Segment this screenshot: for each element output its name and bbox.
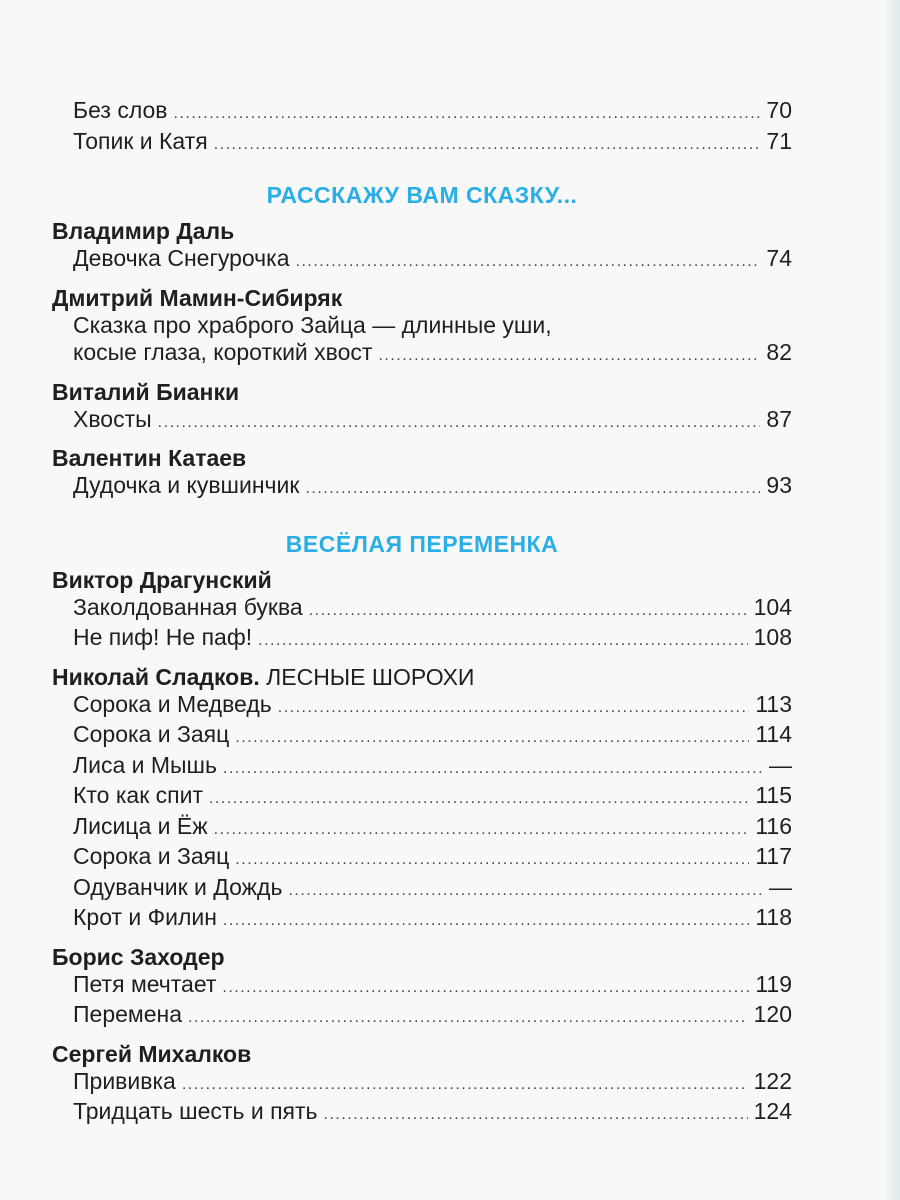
- dot-leader: [235, 846, 749, 874]
- author-name: Дмитрий Мамин-Сибиряк: [52, 284, 343, 311]
- dot-leader: [309, 597, 748, 625]
- author-subtitle: ЛЕСНЫЕ ШОРОХИ: [266, 663, 475, 690]
- author-name: Владимир Даль: [52, 218, 235, 244]
- entry-title: Дудочка и кувшинчик: [73, 472, 300, 498]
- entry-page: 104: [753, 593, 792, 620]
- entry-title: Не пиф! Не паф!: [73, 624, 253, 650]
- dot-leader: [278, 694, 750, 722]
- author-name: Сергей Михалков: [52, 1040, 252, 1067]
- entry-page: 108: [753, 624, 792, 650]
- entry-page: 70: [766, 97, 792, 123]
- dot-leader: [214, 816, 750, 844]
- entry-page: 119: [755, 970, 792, 997]
- dot-leader: [296, 248, 761, 276]
- page-edge: [886, 0, 900, 1200]
- entry-title: Лиса и Мышь: [73, 751, 217, 778]
- toc-entry[interactable]: [52, 782, 792, 813]
- toc-entry[interactable]: [52, 874, 792, 905]
- toc-entry[interactable]: [52, 245, 792, 276]
- author-name: Виталий Бианки: [52, 378, 240, 405]
- entry-page: 122: [753, 1067, 792, 1094]
- entry-title-line1: Сказка про храброго Зайца — длинные уши,: [73, 311, 552, 338]
- author-name: Валентин Катаев: [52, 445, 247, 471]
- toc-entry[interactable]: [52, 128, 792, 159]
- entry-title: Перемена: [73, 1001, 183, 1027]
- toc-entry[interactable]: [52, 971, 792, 1002]
- entry-title: Лисица и Ёж: [73, 812, 208, 839]
- entry-title: косые глаза, короткий хвост: [73, 339, 373, 365]
- entry-page: 118: [755, 904, 792, 930]
- entry-title: Сорока и Медведь: [73, 690, 272, 717]
- entry-page: 71: [766, 127, 792, 154]
- dot-leader: [209, 785, 749, 813]
- entry-title: Топик и Катя: [73, 127, 208, 154]
- toc-entry[interactable]: [52, 594, 792, 625]
- toc-entry[interactable]: [52, 312, 792, 370]
- dot-leader: [235, 724, 749, 752]
- entry-page: 124: [753, 1098, 792, 1124]
- section-heading: РАССКАЖУ ВАМ СКАЗКУ...: [266, 182, 578, 208]
- toc-entry[interactable]: [52, 691, 792, 722]
- toc-entry[interactable]: [52, 752, 792, 783]
- toc-entry[interactable]: [52, 904, 792, 935]
- entry-title: Кто как спит: [73, 782, 204, 808]
- entry-title: Одуванчик и Дождь: [73, 873, 283, 900]
- dot-leader: [214, 131, 761, 159]
- entry-page: 115: [755, 782, 792, 808]
- entry-page: 116: [755, 812, 792, 839]
- dot-leader: [174, 100, 761, 128]
- entry-title: Девочка Снегурочка: [73, 245, 290, 271]
- dot-leader: [288, 877, 763, 905]
- author-name: Николай Сладков. ЛЕСНЫЕ ШОРОХИ: [52, 663, 475, 690]
- toc-entry[interactable]: [52, 843, 792, 874]
- dot-leader: [222, 974, 749, 1002]
- toc-entry[interactable]: [52, 406, 792, 437]
- entry-page: —: [769, 873, 792, 900]
- entry-page: 93: [766, 472, 792, 498]
- dot-leader: [223, 755, 763, 783]
- toc-entry[interactable]: [52, 1098, 792, 1129]
- toc-entry[interactable]: [52, 721, 792, 752]
- entry-page: 74: [766, 245, 792, 271]
- dot-leader: [324, 1101, 748, 1129]
- entry-title: Без слов: [73, 97, 168, 123]
- toc-entry[interactable]: [52, 472, 792, 503]
- entry-page: 87: [766, 405, 792, 432]
- entry-title: Крот и Филин: [73, 904, 217, 930]
- table-of-contents: [52, 97, 792, 1129]
- toc-entry[interactable]: [52, 97, 792, 128]
- toc-entry[interactable]: [52, 1001, 792, 1032]
- entry-page: 114: [755, 721, 792, 747]
- entry-page: 82: [766, 339, 792, 365]
- toc-entry[interactable]: [52, 624, 792, 655]
- entry-page: 117: [755, 843, 792, 869]
- author-name: Виктор Драгунский: [52, 566, 272, 593]
- entry-page: 113: [755, 690, 792, 717]
- dot-leader: [223, 907, 749, 935]
- author-name: Борис Заходер: [52, 943, 225, 970]
- entry-title: Петя мечтает: [73, 970, 217, 997]
- entry-page: —: [769, 751, 792, 778]
- dot-leader: [258, 627, 747, 655]
- entry-title: Хвосты: [73, 405, 152, 432]
- entry-title: Сорока и Заяц: [73, 721, 230, 747]
- entry-title: Тридцать шесть и пять: [73, 1098, 318, 1124]
- dot-leader: [378, 342, 760, 370]
- toc-entry[interactable]: [52, 813, 792, 844]
- entry-title: Прививка: [73, 1067, 176, 1094]
- entry-title: Сорока и Заяц: [73, 843, 230, 869]
- dot-leader: [158, 409, 761, 437]
- dot-leader: [188, 1004, 748, 1032]
- toc-entry[interactable]: [52, 1068, 792, 1099]
- dot-leader: [305, 475, 760, 503]
- section-heading: ВЕСЁЛАЯ ПЕРЕМЕНКА: [285, 530, 559, 557]
- entry-page: 120: [753, 1001, 792, 1027]
- dot-leader: [182, 1071, 748, 1099]
- entry-title: Заколдованная буква: [73, 593, 303, 620]
